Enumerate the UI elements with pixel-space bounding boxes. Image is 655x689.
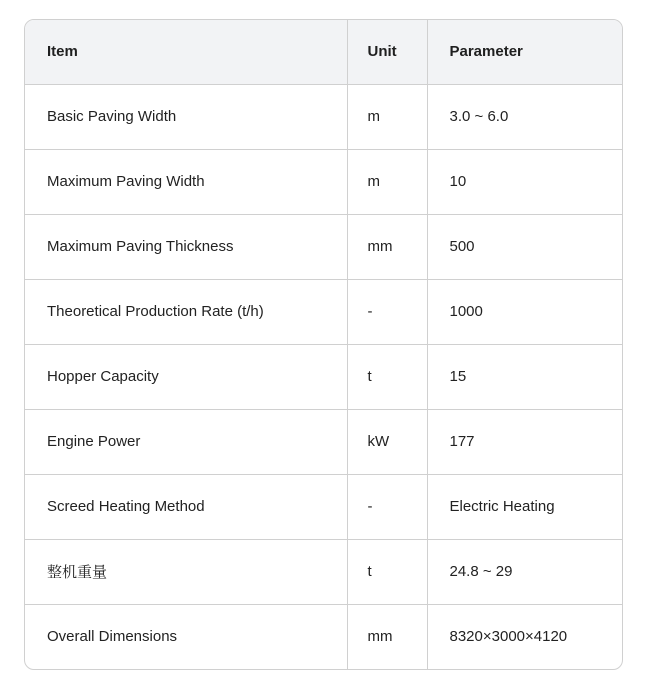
cell-item: 整机重量 <box>25 539 347 604</box>
cell-parameter: 8320×3000×4120 <box>449 628 568 646</box>
header-row <box>25 20 622 84</box>
cell-parameter: 177 <box>427 409 622 474</box>
cell-unit: mm <box>347 604 427 669</box>
cell-parameter: 24.8 ~ 29 <box>427 539 622 604</box>
cell-parameter: 10 <box>427 149 622 214</box>
cell-item: Maximum Paving Width <box>25 149 347 214</box>
table-row <box>25 409 622 474</box>
cell-item: Theoretical Production Rate (t/h) <box>25 279 347 344</box>
cell-item: Basic Paving Width <box>25 84 347 149</box>
cell-unit: - <box>347 279 427 344</box>
cell-unit: - <box>347 474 427 539</box>
header-item: Item <box>25 20 347 84</box>
table-row <box>25 84 622 149</box>
cell-parameter: 3.0 ~ 6.0 <box>427 84 622 149</box>
header-unit: Unit <box>347 20 427 84</box>
cell-unit: kW <box>347 409 427 474</box>
table-row <box>25 539 622 604</box>
cell-item: Hopper Capacity <box>25 344 347 409</box>
cell-unit: m <box>347 84 427 149</box>
table-row <box>25 344 622 409</box>
cell-parameter: 15 <box>427 344 622 409</box>
cell-unit: t <box>347 539 427 604</box>
table-row <box>25 149 622 214</box>
cell-unit: m <box>347 149 427 214</box>
cell-item: Screed Heating Method <box>25 474 347 539</box>
cell-parameter: 1000 <box>427 279 622 344</box>
table-row <box>25 279 622 344</box>
cell-item: Engine Power <box>25 409 347 474</box>
table-body <box>25 84 622 669</box>
cell-parameter: Electric Heating <box>427 474 622 539</box>
cell-unit: t <box>347 344 427 409</box>
table-row <box>25 474 622 539</box>
cell-parameter: 500 <box>427 214 622 279</box>
table-row <box>25 604 622 669</box>
spec-table <box>25 20 622 669</box>
cell-unit: mm <box>347 214 427 279</box>
table-row <box>25 214 622 279</box>
spec-table-container <box>24 19 623 670</box>
cell-item: Maximum Paving Thickness <box>25 214 347 279</box>
header-parameter: Parameter <box>427 20 622 84</box>
table-header <box>25 20 622 84</box>
cell-item: Overall Dimensions <box>25 604 347 669</box>
